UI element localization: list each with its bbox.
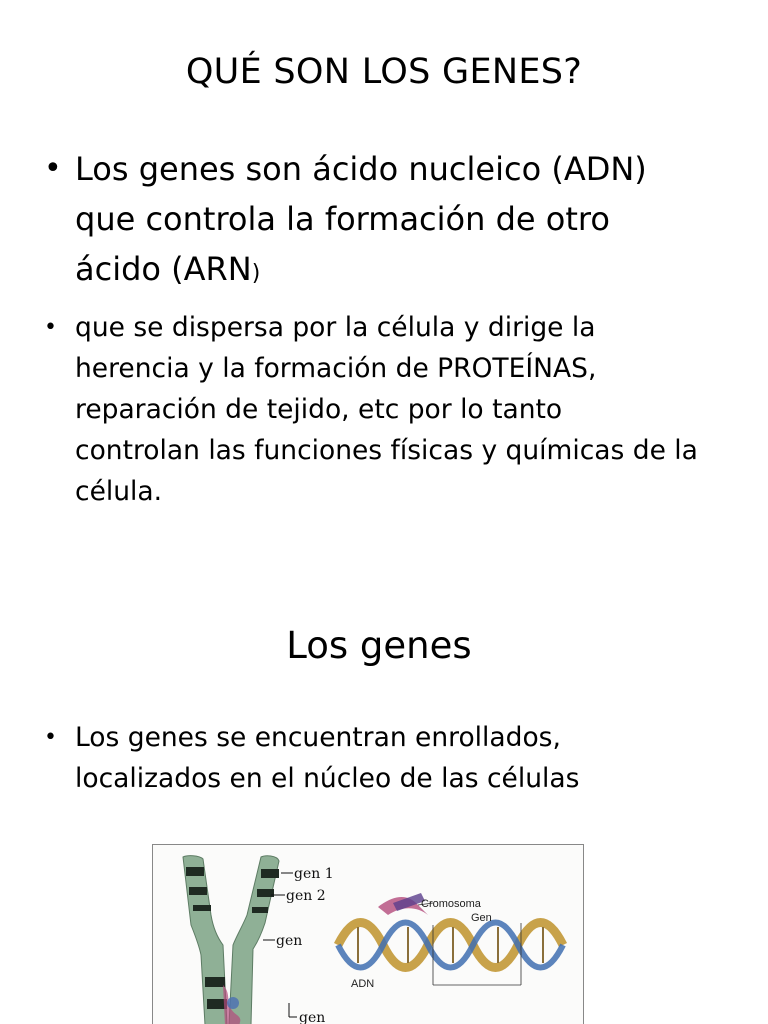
label-gen-3: gen <box>276 933 303 949</box>
bullet-list-2 <box>44 717 744 799</box>
bullet-line: que controla la formación de otro <box>75 200 610 238</box>
bullet-dot-icon: • <box>44 151 62 186</box>
bullet-line-text: ácido (ARN <box>75 250 252 288</box>
bullet-text <box>75 144 647 299</box>
bullet-line: reparación de tejido, etc por lo tanto <box>75 394 563 425</box>
bullet-item <box>44 144 744 299</box>
bullet-dot-icon: • <box>44 315 57 340</box>
bullet-dot-icon: • <box>44 725 57 750</box>
chromosome-dna-figure <box>152 844 584 1024</box>
bullet-line: célula. <box>75 476 163 507</box>
label-adn: ADN <box>351 978 375 990</box>
bullet-line: localizados en el núcleo de las células <box>75 763 580 794</box>
bullet-line: que se dispersa por la célula y dirige la <box>75 312 596 343</box>
label-gen-4: gen <box>299 1010 326 1024</box>
bullet-line: Los genes se encuentran enrollados, <box>75 722 561 753</box>
slide2-title: Los genes <box>286 624 472 667</box>
bullet-line: herencia y la formación de PROTEÍNAS, <box>75 353 597 384</box>
label-gen-small: Gen <box>471 912 492 924</box>
bullet-list-1 <box>44 144 744 512</box>
bullet-line <box>75 244 647 299</box>
label-gen-2: gen 2 <box>286 888 326 904</box>
figure-illustration <box>153 845 584 1024</box>
bullet-line: controlan las funciones físicas y químicas de la <box>75 435 698 466</box>
bullet-text <box>75 717 579 799</box>
bullet-line: Los genes son ácido nucleico (ADN) <box>75 150 647 188</box>
label-gen-1: gen 1 <box>294 866 334 882</box>
bullet-item <box>44 717 744 799</box>
label-cromosoma: Cromosoma <box>421 898 481 910</box>
slide-title: QUÉ SON LOS GENES? <box>185 52 583 92</box>
bullet-text <box>75 307 698 512</box>
bullet-item <box>44 307 744 512</box>
bullet-line-close: ) <box>251 261 261 286</box>
